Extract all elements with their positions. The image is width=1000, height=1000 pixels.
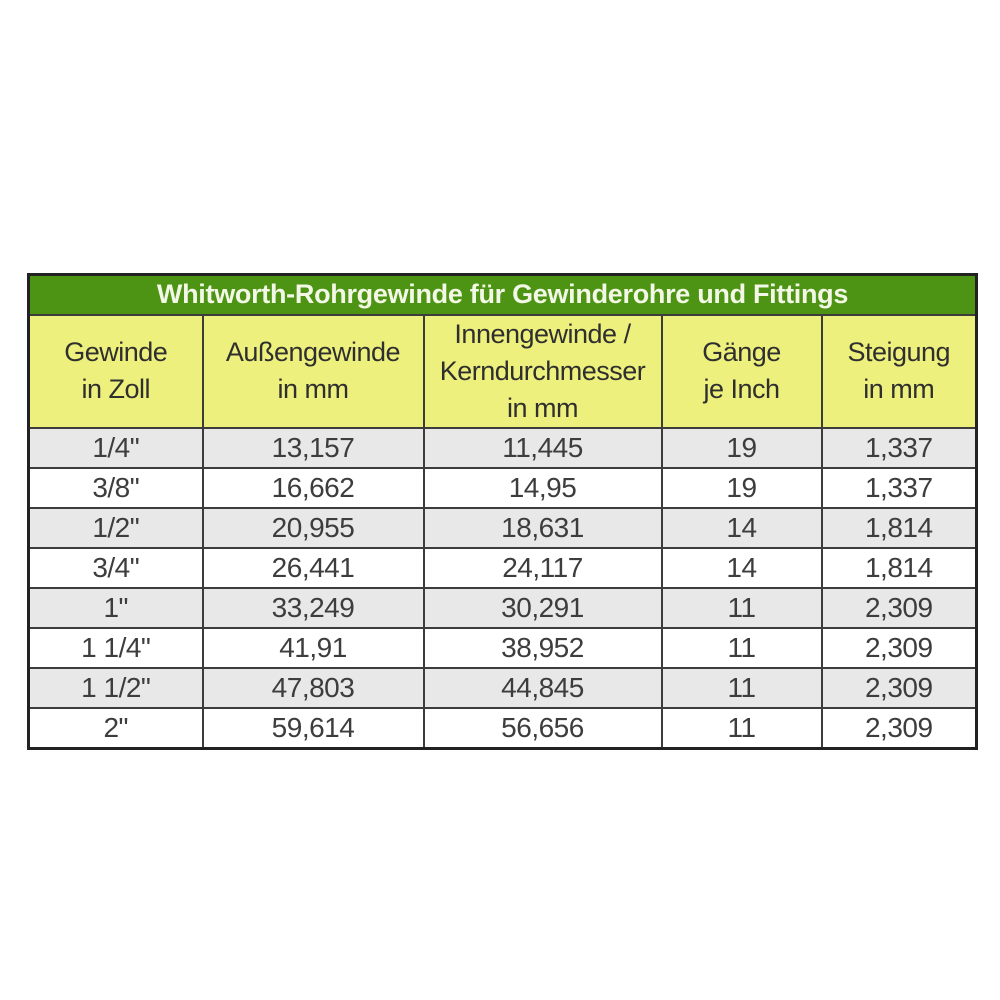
table-cell: 13,157 xyxy=(203,428,424,468)
table-row xyxy=(29,508,977,548)
table-cell: 38,952 xyxy=(424,628,662,668)
table-cell: 1/4" xyxy=(29,428,203,468)
table-row xyxy=(29,588,977,628)
column-header-gewinde-in-zoll: Gewinde in Zoll xyxy=(29,315,203,429)
table-head xyxy=(29,275,977,429)
table-cell: 26,441 xyxy=(203,548,424,588)
table-cell: 1 1/2" xyxy=(29,668,203,708)
table-cell: 11 xyxy=(662,588,822,628)
table-cell: 1,814 xyxy=(822,548,977,588)
table-cell: 1/2" xyxy=(29,508,203,548)
table-cell: 14,95 xyxy=(424,468,662,508)
table-cell: 1,337 xyxy=(822,428,977,468)
table-body xyxy=(29,428,977,748)
table-cell: 3/8" xyxy=(29,468,203,508)
table-cell: 1,814 xyxy=(822,508,977,548)
table-row xyxy=(29,548,977,588)
table-cell: 16,662 xyxy=(203,468,424,508)
table-title: Whitworth-Rohrgewinde für Gewinderohre und Fittings xyxy=(29,275,977,315)
table-cell: 19 xyxy=(662,468,822,508)
table-cell: 44,845 xyxy=(424,668,662,708)
table-row xyxy=(29,628,977,668)
table-cell: 11 xyxy=(662,668,822,708)
column-header-aussengewinde-mm: Außengewinde in mm xyxy=(203,315,424,429)
table-cell: 2,309 xyxy=(822,588,977,628)
table-cell: 59,614 xyxy=(203,708,424,748)
column-header-innengewinde-kerndurchmesser-mm: Innengewinde / Kerndurchmesser in mm xyxy=(424,315,662,429)
column-header-steigung-mm: Steigung in mm xyxy=(822,315,977,429)
table-cell: 14 xyxy=(662,508,822,548)
table-cell: 30,291 xyxy=(424,588,662,628)
table-header-row xyxy=(29,315,977,429)
table-cell: 2,309 xyxy=(822,708,977,748)
table-row xyxy=(29,428,977,468)
table-row xyxy=(29,668,977,708)
table-cell: 47,803 xyxy=(203,668,424,708)
table-cell: 14 xyxy=(662,548,822,588)
table-cell: 41,91 xyxy=(203,628,424,668)
table-cell: 1,337 xyxy=(822,468,977,508)
table-cell: 2,309 xyxy=(822,668,977,708)
table-cell: 56,656 xyxy=(424,708,662,748)
whitworth-thread-table xyxy=(27,273,978,750)
table-cell: 19 xyxy=(662,428,822,468)
table-row xyxy=(29,468,977,508)
table-cell: 33,249 xyxy=(203,588,424,628)
table-cell: 11 xyxy=(662,708,822,748)
table-cell: 24,117 xyxy=(424,548,662,588)
table-cell: 2,309 xyxy=(822,628,977,668)
table-cell: 2" xyxy=(29,708,203,748)
table-cell: 18,631 xyxy=(424,508,662,548)
table-cell: 1 1/4" xyxy=(29,628,203,668)
table-cell: 3/4" xyxy=(29,548,203,588)
table-cell: 1" xyxy=(29,588,203,628)
table-cell: 11 xyxy=(662,628,822,668)
table-cell: 11,445 xyxy=(424,428,662,468)
column-header-gaenge-je-inch: Gänge je Inch xyxy=(662,315,822,429)
table-row xyxy=(29,708,977,748)
table-cell: 20,955 xyxy=(203,508,424,548)
table-title-row xyxy=(29,275,977,315)
